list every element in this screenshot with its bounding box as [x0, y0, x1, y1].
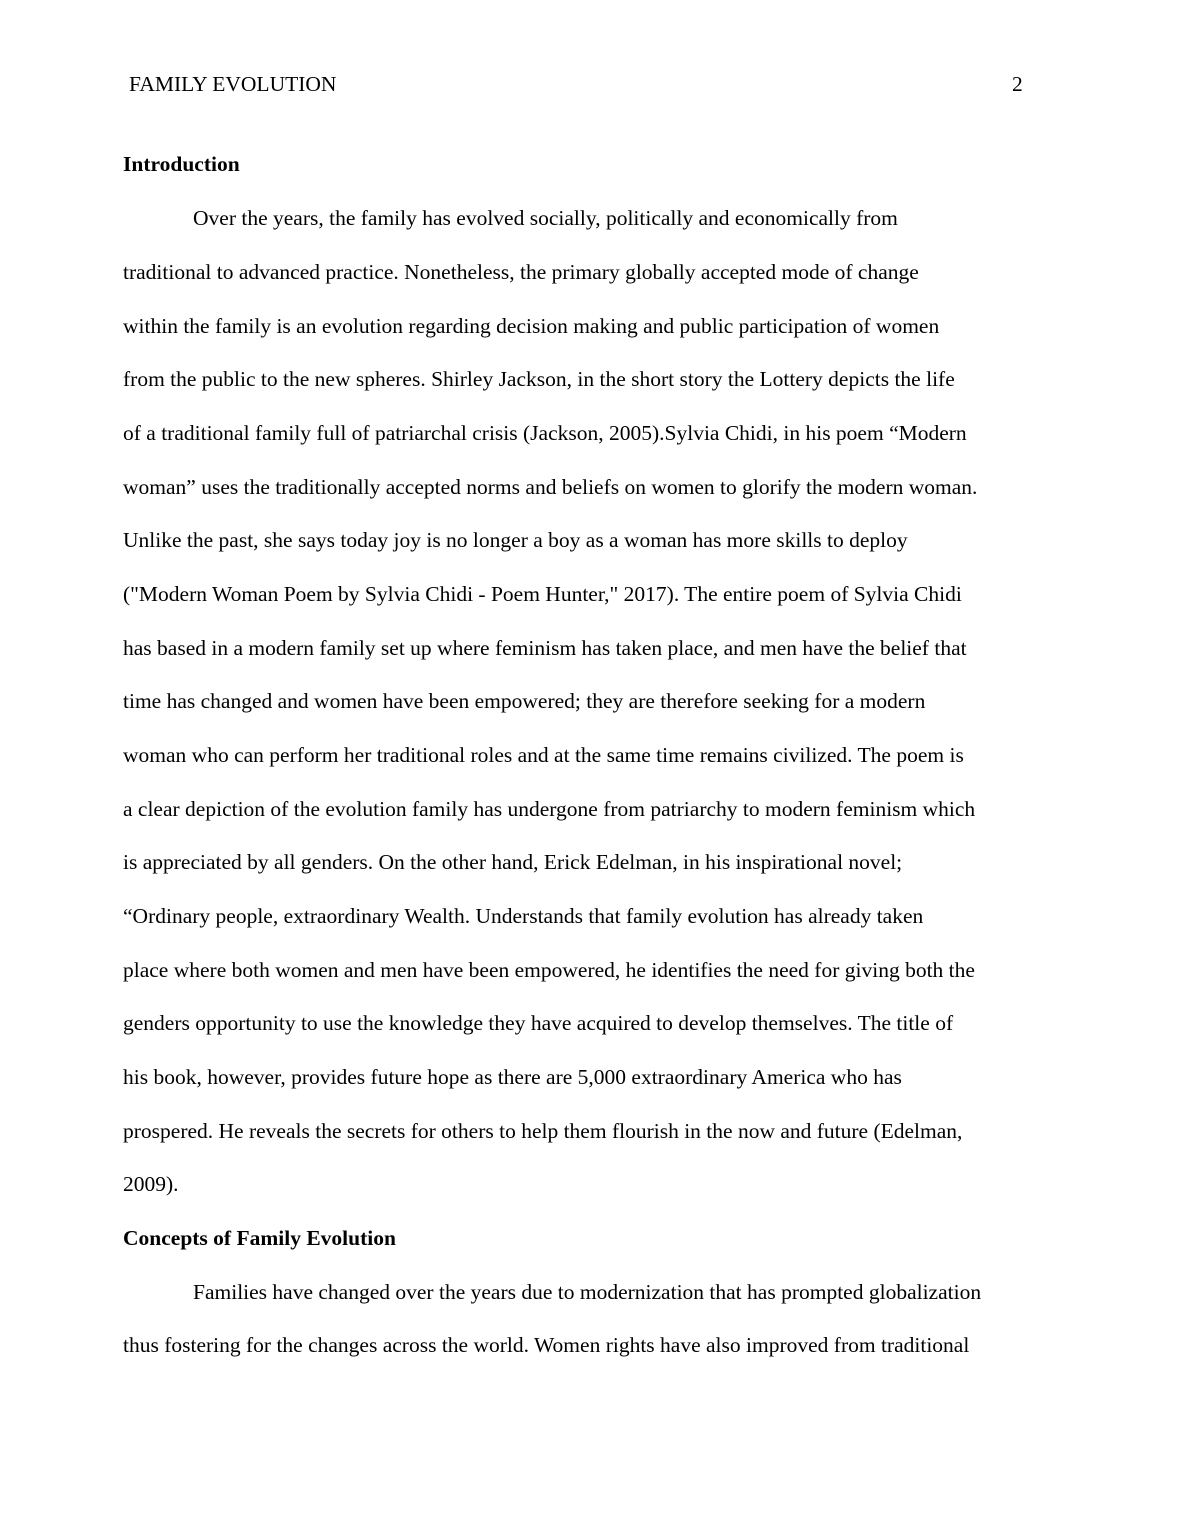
paragraph-line: of a traditional family full of patriarchal crisis (Jackson, 2005).Sylvia Chidi, in his poem “Modern — [123, 421, 967, 445]
section-heading-concepts: Concepts of Family Evolution — [123, 1226, 396, 1250]
section-heading-introduction: Introduction — [123, 152, 240, 176]
running-head: FAMILY EVOLUTION — [129, 72, 337, 96]
paragraph-line: prospered. He reveals the secrets for others to help them flourish in the now and future (Edelman, — [123, 1119, 963, 1143]
paragraph-line: traditional to advanced practice. Nonetheless, the primary globally accepted mode of change — [123, 260, 919, 284]
paragraph-line: thus fostering for the changes across the world. Women rights have also improved from traditional — [123, 1333, 970, 1357]
paragraph-line: a clear depiction of the evolution family has undergone from patriarchy to modern feminism which — [123, 797, 976, 821]
paragraph-line: place where both women and men have been empowered, he identifies the need for giving both the — [123, 958, 975, 982]
paragraph-line: “Ordinary people, extraordinary Wealth. Understands that family evolution has already taken — [123, 904, 924, 928]
paragraph-line: ("Modern Woman Poem by Sylvia Chidi - Poem Hunter," 2017). The entire poem of Sylvia Chidi — [123, 582, 962, 606]
paragraph-line: time has changed and women have been empowered; they are therefore seeking for a modern — [123, 689, 926, 713]
paragraph-line: within the family is an evolution regarding decision making and public participation of women — [123, 314, 940, 338]
page-number: 2 — [1012, 72, 1023, 96]
paragraph-line: woman who can perform her traditional roles and at the same time remains civilized. The poem is — [123, 743, 964, 767]
paragraph-line: Families have changed over the years due to modernization that has prompted globalization — [193, 1280, 982, 1304]
paragraph-line: his book, however, provides future hope as there are 5,000 extraordinary America who has — [123, 1065, 902, 1089]
paragraph-line: 2009). — [123, 1172, 179, 1196]
paragraph-line: from the public to the new spheres. Shirley Jackson, in the short story the Lottery depicts the life — [123, 367, 955, 391]
paragraph-line: has based in a modern family set up where feminism has taken place, and men have the belief that — [123, 636, 967, 660]
paragraph-line: Unlike the past, she says today joy is no longer a boy as a woman has more skills to deploy — [123, 528, 908, 552]
paragraph-line: genders opportunity to use the knowledge they have acquired to develop themselves. The title of — [123, 1011, 954, 1035]
paragraph-line: Over the years, the family has evolved socially, politically and economically from — [193, 206, 898, 230]
paragraph-line: is appreciated by all genders. On the other hand, Erick Edelman, in his inspirational novel; — [123, 850, 903, 874]
paragraph-line: woman” uses the traditionally accepted norms and beliefs on women to glorify the modern woman. — [123, 475, 978, 499]
